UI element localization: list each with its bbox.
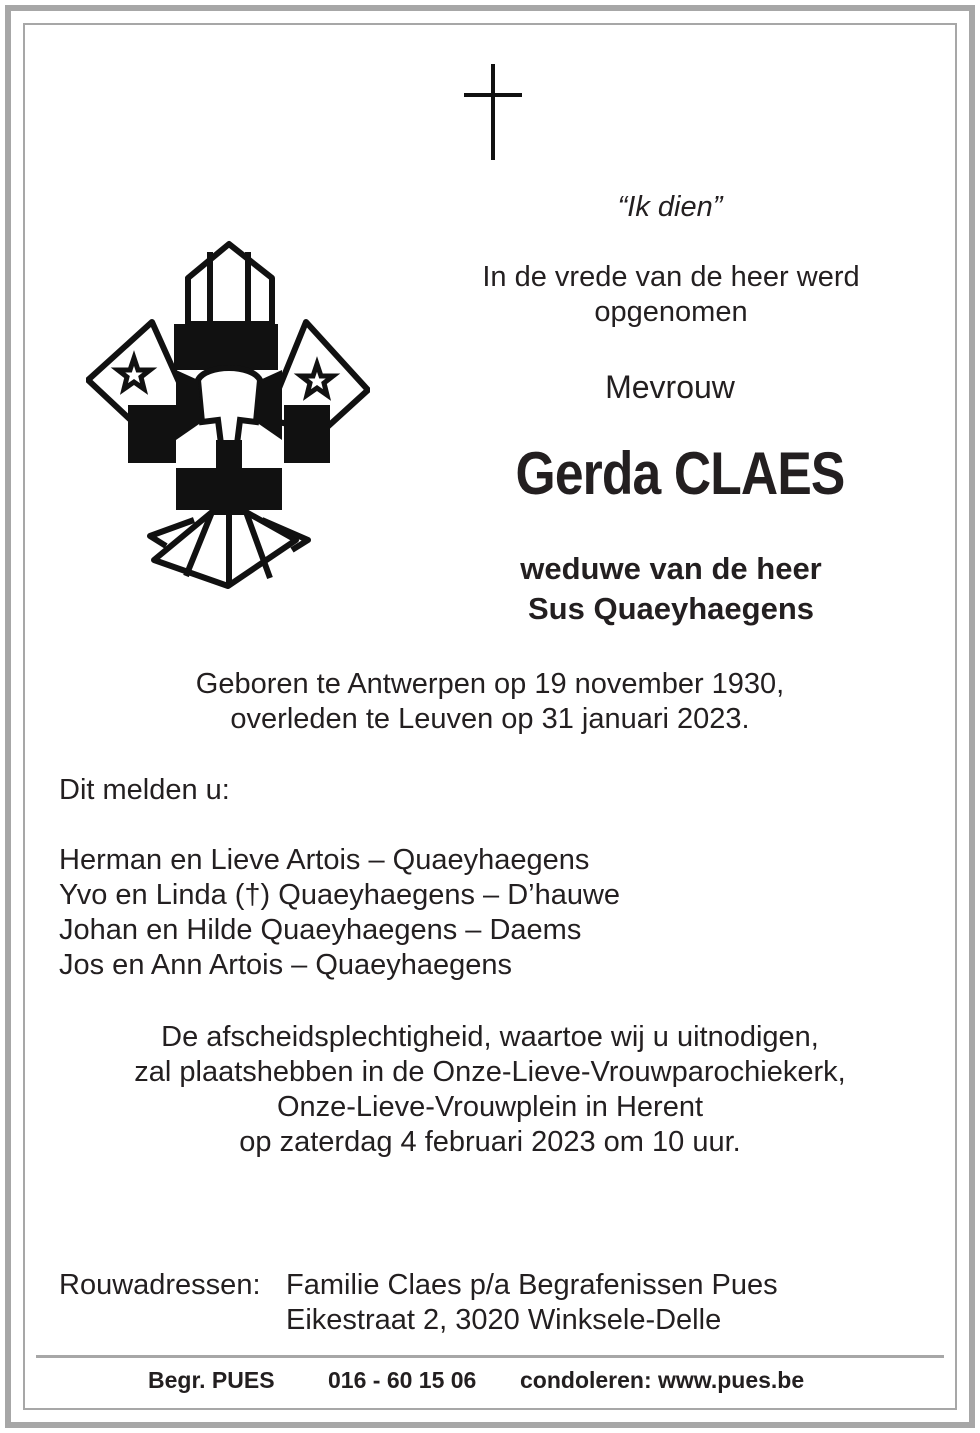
ceremony-line: op zaterdag 4 februari 2023 om 10 uur. xyxy=(239,1126,741,1158)
latin-cross-icon xyxy=(464,64,522,160)
intro-line: opgenomen xyxy=(594,296,748,328)
ceremony-line: De afscheidsplechtigheid, waartoe wij u uitnodigen, xyxy=(161,1021,819,1053)
family-item: Johan en Hilde Quaeyhaegens – Daems xyxy=(59,914,582,946)
footer-divider xyxy=(36,1355,944,1358)
widow-line: Sus Quaeyhaegens xyxy=(527,591,814,626)
ceremony-text xyxy=(40,1020,940,1160)
undertaker-name: Begr. PUES xyxy=(148,1367,275,1393)
ceremony-line: zal plaatshebben in de Onze-Lieve-Vrouwparochiekerk, xyxy=(134,1056,846,1088)
family-item: Herman en Lieve Artois – Quaeyhaegens xyxy=(59,844,590,876)
ceremony-line: Onze-Lieve-Vrouwplein in Herent xyxy=(276,1091,704,1123)
address-line: Eikestraat 2, 3020 Winksele-Delle xyxy=(286,1304,722,1336)
widow-line: weduwe van de heer xyxy=(520,551,822,586)
salutation: Mevrouw xyxy=(605,369,735,405)
birth-death-text xyxy=(40,667,940,737)
intro-text xyxy=(440,260,902,330)
deceased-name: Gerda CLAES xyxy=(515,440,845,507)
death-line: overleden te Leuven op 31 januari 2023. xyxy=(230,703,750,735)
condolence-label: Rouwadressen: xyxy=(59,1269,261,1301)
motto: “Ik dien” xyxy=(617,191,723,223)
family-item: Jos en Ann Artois – Quaeyhaegens xyxy=(59,949,513,981)
birth-line: Geboren te Antwerpen op 19 november 1930, xyxy=(195,668,785,700)
scout-fleur-de-lis-icon xyxy=(86,240,370,590)
phone-number: 016 - 60 15 06 xyxy=(328,1367,477,1393)
intro-line: In de vrede van de heer werd xyxy=(482,261,860,293)
condolence-website: condoleren: www.pues.be xyxy=(520,1367,805,1393)
family-item: Yvo en Linda (†) Quaeyhaegens – D’hauwe xyxy=(59,879,621,911)
address-line: Familie Claes p/a Begrafenissen Pues xyxy=(286,1269,778,1301)
announce-heading: Dit melden u: xyxy=(59,774,230,806)
condolence-address xyxy=(286,1268,778,1338)
widow-of xyxy=(440,549,902,629)
family-list xyxy=(59,843,620,983)
